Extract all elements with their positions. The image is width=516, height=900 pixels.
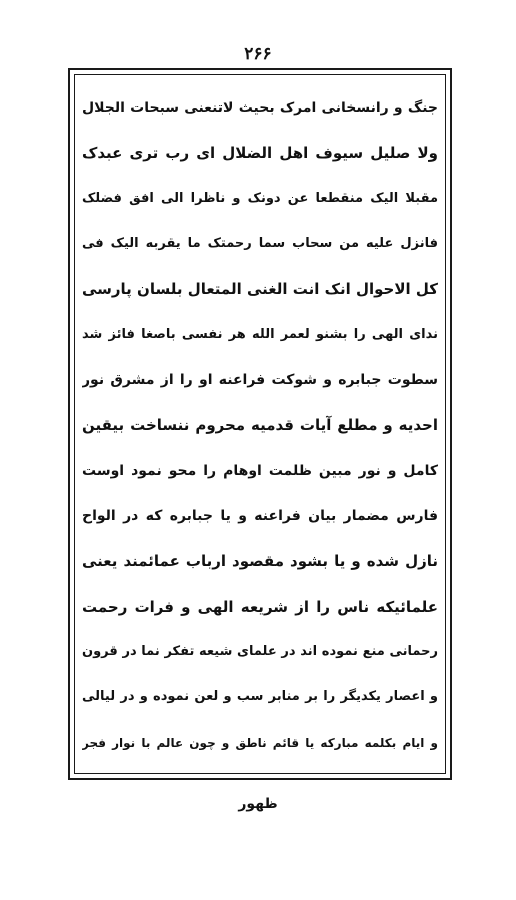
text-line: نازل شده و یا بشود مقصود ارباب عمائمند یعنی bbox=[82, 552, 438, 571]
text-line: احدیه و مطلع آیات قدمیه محروم ننساخت بیقین bbox=[82, 416, 438, 435]
text-line: کل الاحوال انک انت الغنی المتعال بلسان پارسی bbox=[82, 280, 438, 299]
text-line: جنگ و رانسخانی امرک بحیث لاتنعنی سبحات الجلال bbox=[82, 100, 438, 116]
manuscript-text bbox=[82, 84, 438, 764]
text-line: کامل و نور مبین ظلمت اوهام را محو نمود اوست bbox=[82, 462, 438, 479]
text-line: سطوت جبابره و شوکت فراعنه او را از مشرق نور bbox=[82, 371, 438, 388]
text-line: ندای الهی را بشنو لعمر الله هر نفسی باصغا فائز شد bbox=[82, 326, 438, 342]
text-line: ولا صلیل سیوف اهل الضلال ای رب تری عبدک bbox=[82, 144, 438, 163]
text-line: فارس مضمار بیان فراعنه و یا جبابره که در الواح bbox=[82, 507, 438, 524]
text-line: و اعصار یکدیگر را بر منابر سب و لعن نموده و در لیالی bbox=[82, 689, 438, 705]
text-line: و ایام بکلمه مبارکه یا قائم ناطق و چون عالم با نوار فجر bbox=[82, 735, 438, 750]
catchword: ظهور bbox=[238, 796, 278, 812]
text-line: علمائیکه ناس را از شریعه الهی و فرات رحمت bbox=[82, 597, 438, 616]
text-line: رحمانی منع نموده اند در علمای شیعه تفکر نما در قرون bbox=[82, 643, 438, 659]
text-line: مقبلا الیک منقطعا عن دونک و ناظرا الی افق فضلک bbox=[82, 190, 438, 206]
text-line: فانزل علیه من سحاب سما رحمتک ما یقربه الیک فی bbox=[82, 235, 438, 251]
page-number: ۲۶۶ bbox=[244, 44, 272, 64]
